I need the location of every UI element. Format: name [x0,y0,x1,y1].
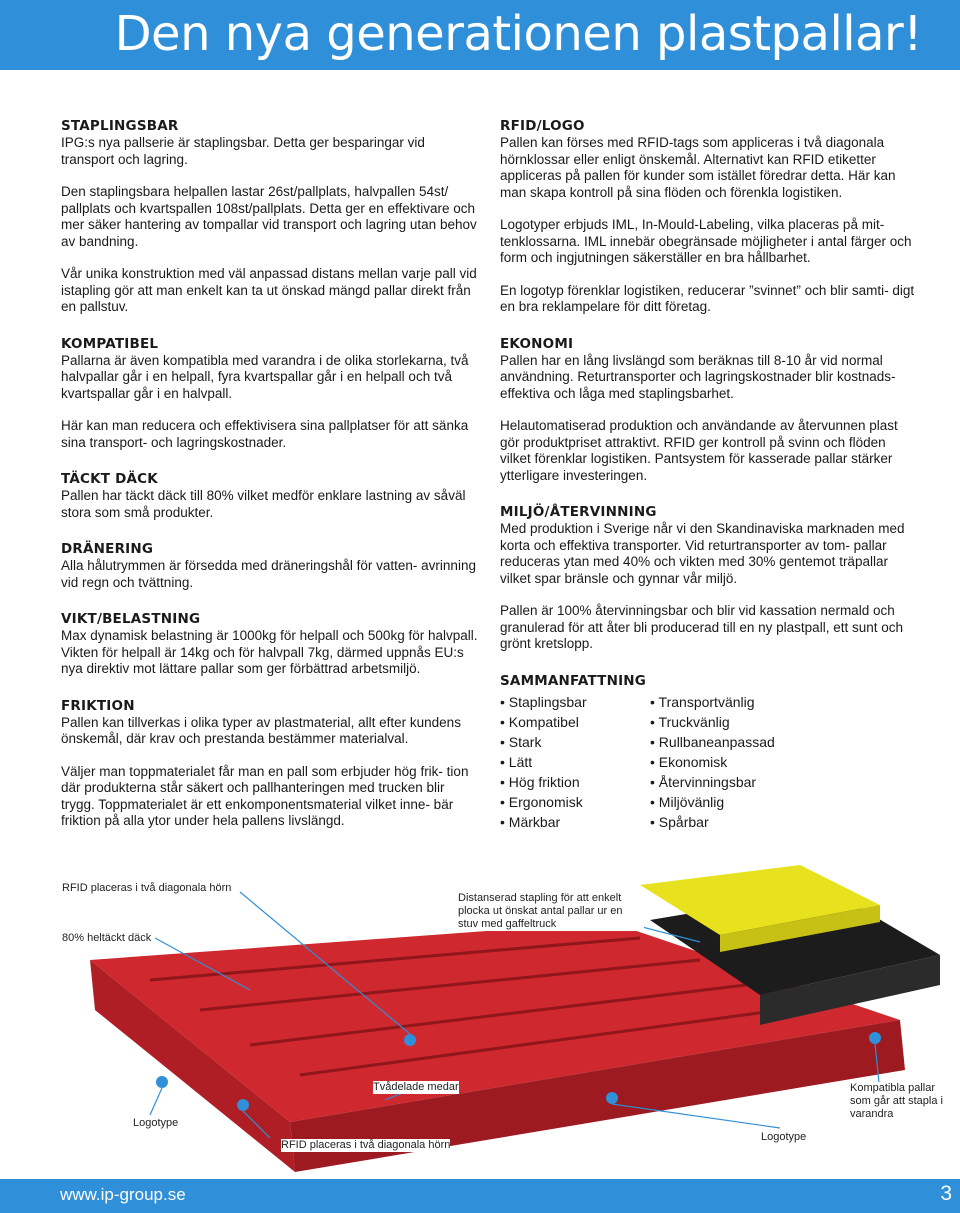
page-header [0,0,960,70]
text-friktion-2: Väljer man toppmaterialet får man en pall som erbjuder hög frik- tion där produkterna står säkert och pallhanteringen med trucken blir trygg. Toppmaterialet är ett enkomponentsmaterial vilket inne- bär friktion på alla ytor under hela pallens livslängd. [61,763,469,828]
list-item: • Märkbar [500,812,650,832]
summary-list [500,692,920,832]
callout-rfid-bottom: RFID placeras i två diagonala hörn [281,1139,451,1151]
page-title: Den nya generationen plastpallar! [114,6,922,62]
list-item: • Miljövänlig [650,792,800,812]
text-ekonomi-1: Pallen har en lång livslängd som beräknas till 8-10 år vid normal användning. Returtransporter och lagringskostnader blir kostnads- effektiva och låga med staplingsbarhet. [500,352,896,401]
text-staplingsbar-3: Vår unika konstruktion med väl anpassad distans mellan varje pall vid istapling gör att man enkelt kan ta ut önskad mängd pallar direkt från en pallstuv. [61,266,477,314]
text-friktion-1: Pallen kan tillverkas i olika typer av plastmaterial, allt efter kundens önskemål, där krav och prestanda bestämmer materialval. [61,714,461,746]
heading-staplingsbar: STAPLINGSBAR [61,118,179,134]
list-item: • Truckvänlig [650,712,800,732]
callout-runners: Tvådelade medar [373,1081,459,1093]
marker-rfid-top [404,1034,416,1046]
marker-logo-left [156,1076,168,1088]
text-kompatibel-1: Pallarna är även kompatibla med varandra i de olika storlekarna, två halvpallar går i en helpall, fyra kvartspallar går i en helpall och två kvartspallar går i en halvpall. [61,352,469,401]
footer-url[interactable]: www.ip-group.se [60,1185,186,1204]
text-staplingsbar-2: Den staplingsbara helpallen lastar 26st/pallplats, halvpallen 54st/ pallplats och kvartspallen 108st/pallplats. Detta ger en effektivare och mer säker hantering av tompallar vid transport och lagring utan behov av bandning. [61,184,477,249]
heading-vikt: VIKT/BELASTNING [61,611,201,627]
list-item: • Rullbaneanpassad [650,732,800,752]
heading-rfid: RFID/LOGO [500,118,585,134]
list-item: • Staplingsbar [500,692,650,712]
marker-logo-right [606,1092,618,1104]
heading-tackt-dack: TÄCKT DÄCK [61,471,158,487]
list-item: • Hög friktion [500,772,650,792]
summary-col-2 [650,692,800,832]
text-miljo-2: Pallen är 100% återvinningsbar och blir vid kassation nermald och granulerad för att åter bli producerad till en ny plastpall, ett sunt och grönt kretslopp. [500,603,903,651]
list-item: • Kompatibel [500,712,650,732]
callout-logo-right: Logotype [761,1131,807,1143]
list-item: • Ergonomisk [500,792,650,812]
callout-rfid-top: RFID placeras i två diagonala hörn [62,882,232,894]
list-item: • Transportvänlig [650,692,800,712]
marker-rfid-bottom [237,1099,249,1111]
text-rfid-2: Logotyper erbjuds IML, In-Mould-Labeling, vilka placeras på mit- tenklossarna. IML innebär obegränsade möjligheter i antal färger och form och ingjutningen säkerställer en bra hållbarhet. [500,217,912,265]
page-footer [0,1179,960,1213]
heading-friktion: FRIKTION [61,697,135,714]
list-item: • Ekonomisk [650,752,800,772]
text-ekonomi-2: Helautomatiserad produktion och användande av återvunnen plast gör produktpriset attraktivt. RFID ger kontroll på svinn och flöden vilket förenklar logistiken. Pantsystem för kasserade pallar stärker ytterligare investeringen. [500,418,898,483]
heading-summary: SAMMANFATTNING [500,672,647,689]
text-dranering: Alla hålutrymmen är försedda med dräneringshål för vatten- avrinning vid regn och tvättning. [61,558,476,590]
summary-col-1 [500,692,650,832]
list-item: • Spårbar [650,812,800,832]
heading-ekonomi: EKONOMI [500,335,574,352]
text-miljo-1: Med produktion i Sverige når vi den Skandinaviska marknaden med korta och effektiva transporter. Vid returtransporter av tom- pallar reduceras ytan med 40% och vikten med 30% gentemot träpallar vilket spar bränsle och gynnar vår miljö. [500,521,905,586]
callout-compatible: Kompatibla pallar som går att stapla i varandra [850,1082,950,1121]
list-item: • Lätt [500,752,650,772]
text-rfid-1: Pallen kan förses med RFID-tags som appliceras i två diagonala hörnklossar eller enligt önskemål. Alternativt kan RFID etiketter appliceras på pallen för kunder som istället föredrar detta. Här kan man skapa kontroll på sina flöden och förenkla logistiken. [500,135,896,200]
heading-kompatibel: KOMPATIBEL [61,335,159,352]
callout-deck: 80% heltäckt däck [62,932,152,944]
text-rfid-3: En logotyp förenklar logistiken, reducerar ”svinnet” och blir samti- digt en bra reklampelare för ditt företag. [500,282,915,314]
text-kompatibel-2: Här kan man reducera och effektivisera sina pallplatser för att sänka sina transport- och lagringskostnader. [61,418,469,450]
callout-stack: Distanserad stapling för att enkelt plocka ut önskat antal pallar ur en stuv med gaffeltruck [458,892,644,931]
text-staplingsbar-1: IPG:s nya pallserie är staplingsbar. Detta ger besparingar vid transport och lagring. [61,135,425,167]
text-vikt: Max dynamisk belastning är 1000kg för helpall och 500kg för halvpall. Vikten för helpall är 14kg och för halvpall 7kg, därmed uppnås EU:s nya direktiv mot lättare pallar som ger förbättrad arbetsmiljö. [61,628,478,676]
heading-dranering: DRÄNERING [61,541,154,557]
page-number: 3 [940,1182,952,1205]
list-item: • Återvinningsbar [650,772,800,792]
heading-miljo: MILJÖ/ÅTERVINNING [500,504,657,520]
list-item: • Stark [500,732,650,752]
right-column [500,118,920,832]
marker-compatible [869,1032,881,1044]
text-tackt-dack: Pallen har täckt däck till 80% vilket medför enklare lastning av såväl stora som små produkter. [61,488,466,520]
left-column [61,118,481,830]
callout-logo-left: Logotype [133,1117,179,1129]
